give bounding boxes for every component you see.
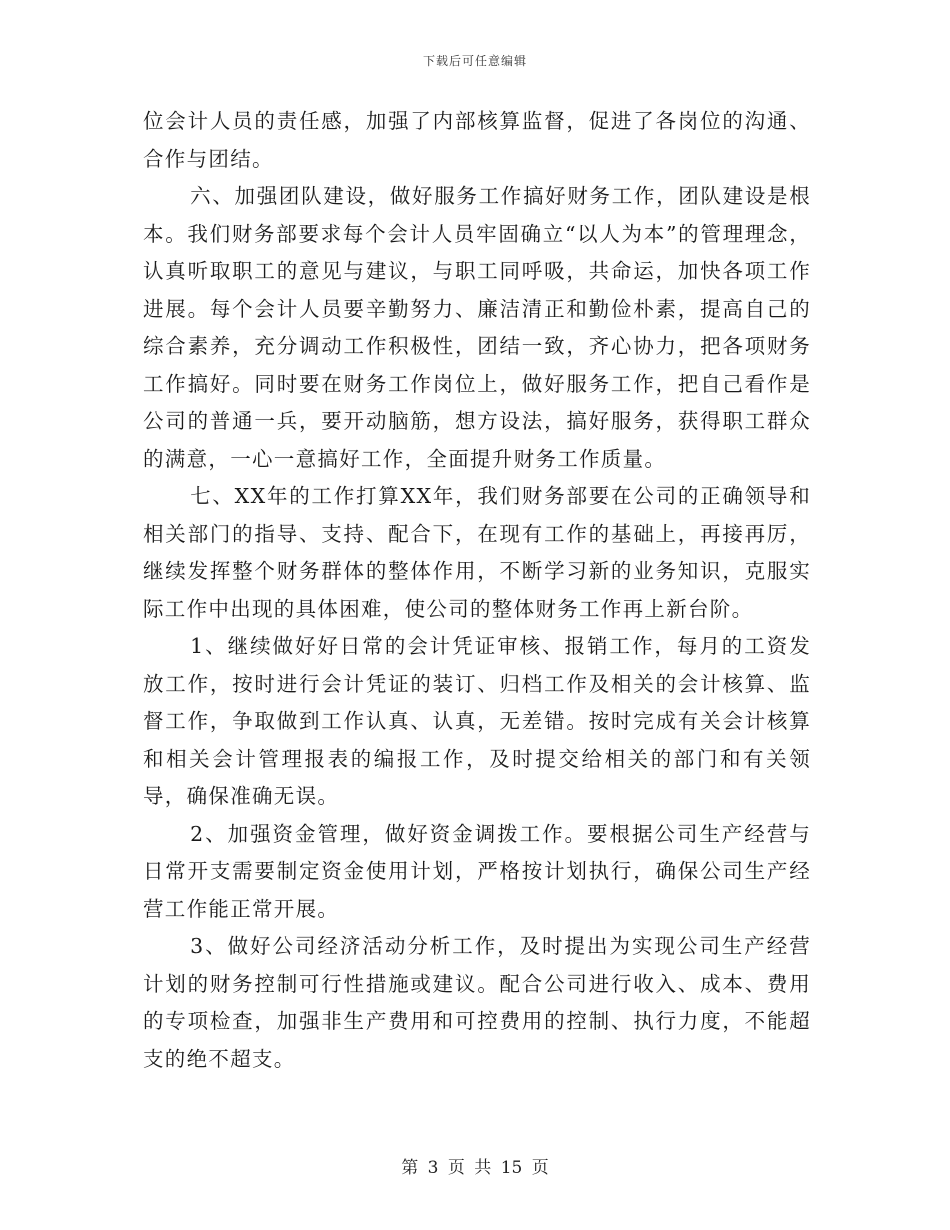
paragraph-item-3: 3、做好公司经济活动分析工作，及时提出为实现公司生产经营计划的财务控制可行性措施或建议。配合公司进行收入、成本、费用的专项检查，加强非生产费用和可控费用的控制、执行力度，不能超支的绝不超支。: [143, 934, 811, 1071]
paragraph-continuation: 位会计人员的责任感，加强了内部核算监督，促进了各岗位的沟通、合作与团结。: [143, 109, 811, 171]
page-number: 第 3 页 共 15 页: [401, 1158, 549, 1178]
paragraph-team-building: 六、加强团队建设，做好服务工作搞好财务工作，团队建设是根本。我们财务部要求每个会计人员牢固确立“以人为本”的管理理念，认真听取职工的意见与建议，与职工同呼吸，共命运，加快各项工作进展。每个会计人员要辛勤努力、廉洁清正和勤俭朴素，提高自己的综合素养，充分调动工作积极性，团结一致，齐心协力，把各项财务工作搞好。同时要在财务工作岗位上，做好服务工作，把自己看作是公司的普通一兵，要开动脑筋，想方设法，搞好服务，获得职工群众的满意，一心一意搞好工作，全面提升财务工作质量。: [143, 184, 811, 471]
page-header-note: 下载后可任意编辑: [422, 54, 527, 68]
paragraph-item-2: 2、加强资金管理，做好资金调拨工作。要根据公司生产经营与日常开支需要制定资金使用计划，严格按计划执行，确保公司生产经营工作能正常开展。: [143, 821, 811, 921]
paragraph-work-plan: 七、XX年的工作打算XX年，我们财务部要在公司的正确领导和相关部门的指导、支持、配合下，在现有工作的基础上，再接再厉，继续发挥整个财务群体的整体作用，不断学习新的业务知识，克服实际工作中出现的具体困难，使公司的整体财务工作再上新台阶。: [143, 484, 811, 621]
paragraph-item-1: 1、继续做好好日常的会计凭证审核、报销工作，每月的工资发放工作，按时进行会计凭证的装订、归档工作及相关的会计核算、监督工作，争取做到工作认真、认真，无差错。按时完成有关会计核算和相关会计管理报表的编报工作，及时提交给相关的部门和有关领导，确保准确无误。: [143, 634, 811, 808]
document-body: [143, 103, 811, 1078]
